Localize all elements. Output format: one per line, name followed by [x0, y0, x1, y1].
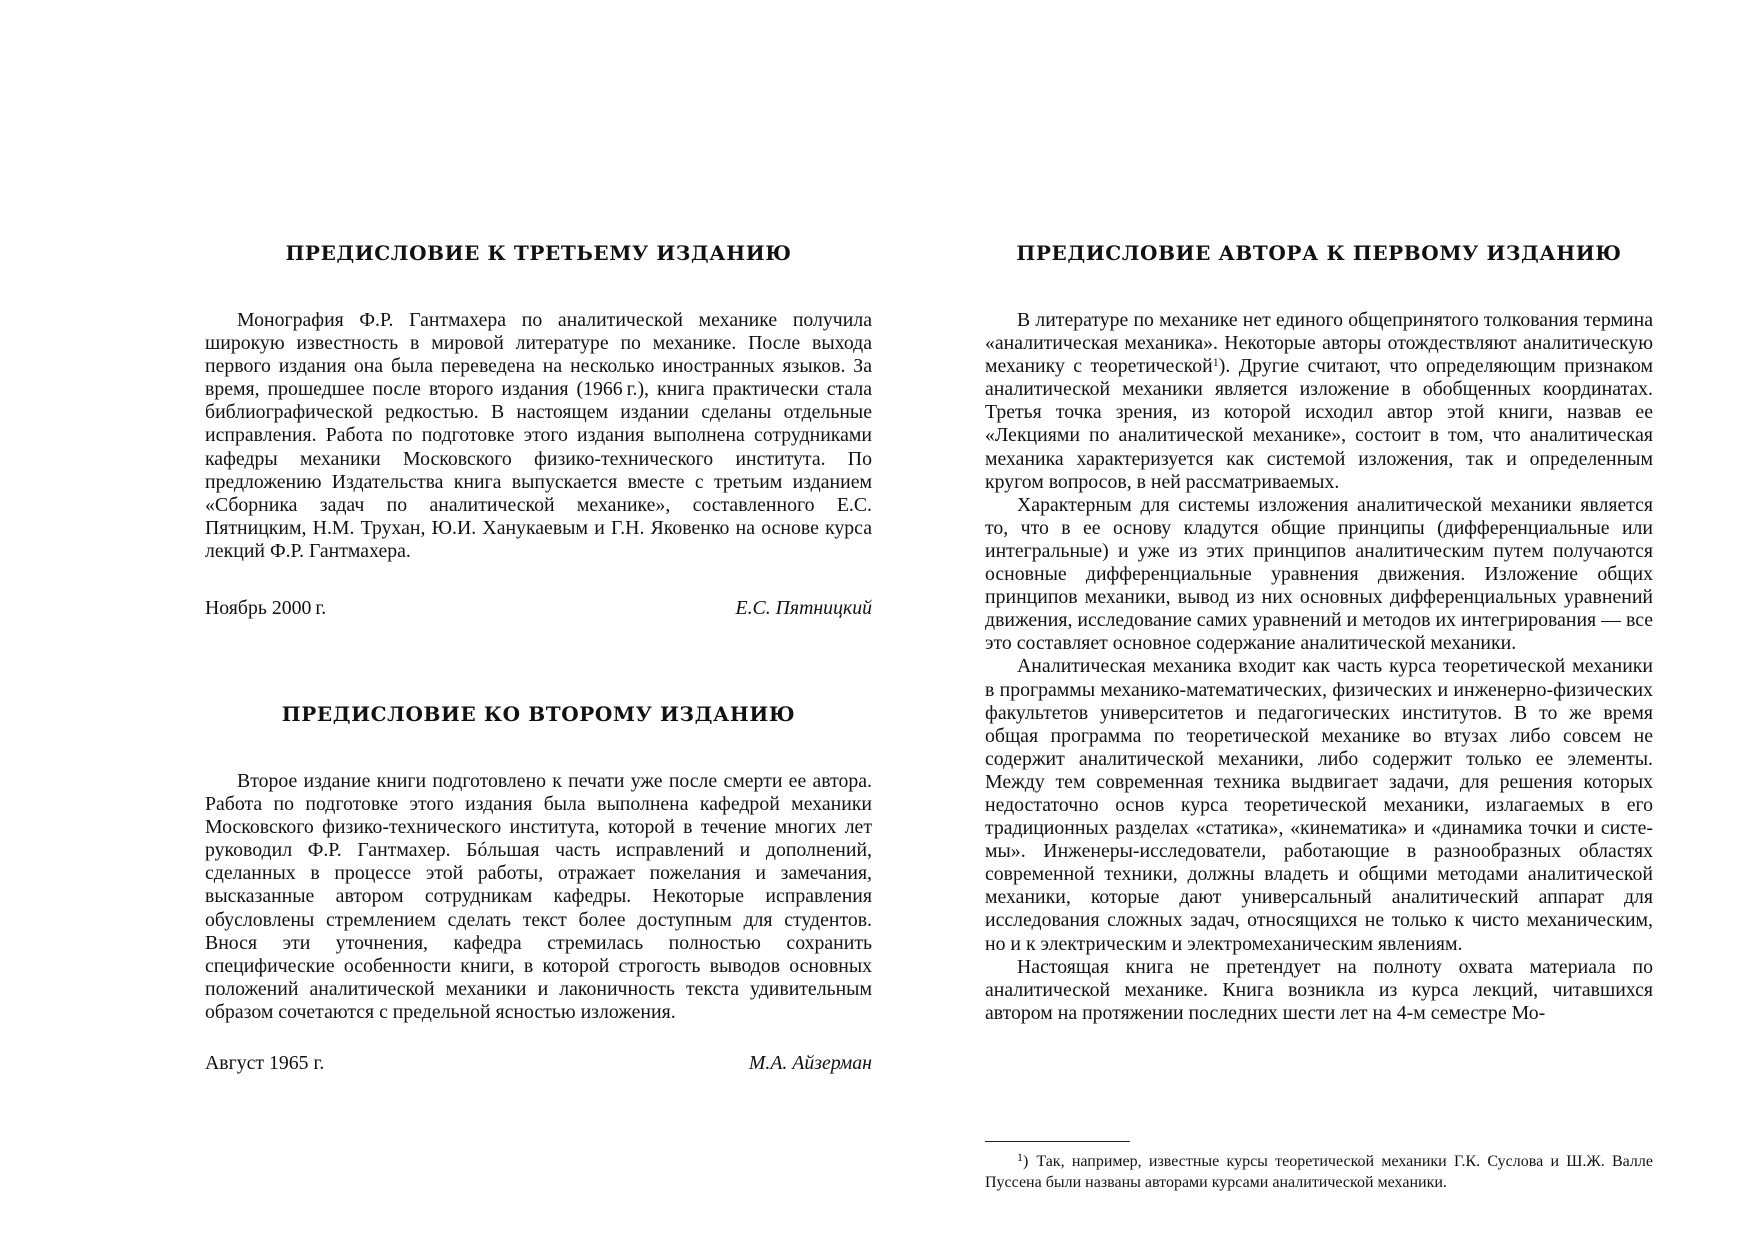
second-edition-paragraph: Второе издание книги подготовлено к печати уже после смерти ее автора. Работа по подготовке этого издания была выполнена кафедрой механики Московского физико-технического института, которой в течение многих лет руководил Ф.Р. Гантмахер. Бóльшая часть исправлений и дополнений, сделанных в процессе этой работы, отражает пожелания и замечания, высказанные автором сотрудникам кафедры. Некоторые исправления обусловлены стремлением сделать текст более доступным для студентов. Внося эти уточнения, кафедра стремилась полностью сохранить специфические особенности книги, в которой строгость выводов основных положений аналитической механики и лаконичность текста удивительным образом сочетаются с предельной ясностью изложения. — [205, 770, 872, 1023]
footnote — [985, 1147, 1653, 1193]
third-edition-text — [205, 309, 872, 563]
second-edition-heading: ПРЕДИСЛОВИЕ КО ВТОРОМУ ИЗДАНИЮ — [281, 702, 796, 726]
second-edition-author: М.А. Айзерман — [748, 1052, 872, 1074]
second-edition-text — [205, 770, 872, 1024]
second-edition-signature — [205, 1052, 872, 1075]
second-edition-date: Август 1965 г. — [205, 1052, 325, 1074]
third-edition-paragraph: Монография Ф.Р. Гантмахера по аналитической механике получила широкую известность в мировой литературе по механике. После выхода первого издания она была переведена на несколько иностранных языков. За время, прошедшее после второго издания (1966 г.), книга практически стала библиографической редкостью. В настоящем издании сделаны отдельные исправления. Работа по подготовке этого издания выполнена сотрудниками кафедры механики Московского физико-технического института. По предложению Издательства книга выпускается вместе с третьим изданием «Сборника задач по аналитической механике», составленного Е.С. Пятницким, Н.М. Трухан, Ю.И. Ханукаевым и Г.Н. Яковенко на основе курса лекций Ф.Р. Гантмахера. — [205, 309, 872, 562]
third-edition-date: Ноябрь 2000 г. — [205, 597, 327, 619]
p1-text-after: ). Другие считают, что определяющим признаком аналитической механики является изложение в обобщенных координатах. Третья точка зрения, из которой исходил автор этой книги, назвав ее «Лекциями по аналитической механике», состоит в том, что аналитическая механика характеризуется как системой изложения, так и определенным кругом вопросов, в ней рассматриваемых. — [985, 355, 1654, 493]
first-edition-heading: ПРЕДИСЛОВИЕ АВТОРА К ПЕРВОМУ ИЗДАНИЮ — [1016, 241, 1622, 265]
first-edition-paragraph-2: Характерным для системы изложения аналитической механики является то, что в ее основу кладутся общие принципы (дифференциальные или интегральные) и уже из этих принципов аналитическим путем получаются основные дифференциальные уравнения движения. Изложение общих принципов механики, вывод из них основных дифференциальных уравнений движения, исследование самих уравнений и методов их интегрирования — все это составляет основное содержание аналитической механики. — [985, 493, 1653, 655]
third-edition-heading: ПРЕДИСЛОВИЕ К ТРЕТЬЕМУ ИЗДАНИЮ — [285, 241, 792, 265]
first-edition-paragraph-1 — [985, 309, 1653, 494]
first-edition-paragraph-4: Настоящая книга не претендует на полноту охвата материала по аналитической механике. Книга возникла из курса лекций, читавшихся автором на протяжении последних шести лет на 4-м семестре Мо- — [985, 955, 1653, 1024]
first-edition-text — [985, 309, 1653, 1025]
footnote-mark: 1 — [1017, 1150, 1023, 1164]
footnote-rule — [985, 1141, 1130, 1142]
first-edition-paragraph-3: Аналитическая механика входит как часть курса теоретической механики в программы механико-математических, физических и инженерно-физических факультетов университетов и педагогических институтов. В то же время общая программа по теоретической механике во втузах либо совсем не содержит аналитической механики, либо содержит только ее элементы. Между тем современная техника выдвигает задачи, для решения которых недостаточно основ курса теоретической механики, излагаемых в его традиционных разделах «статика», «кинематика» и «динамика точки и системы». Инженеры-исследователи, работающие в разнообразных областях современной техники, должны владеть и общими методами аналитической механики, которые дают универсальный аналитический аппарат для исследования сложных задач, относящихся не только к чисто механическим, но и к электрическим и электромеханическим явлениям. — [985, 655, 1653, 955]
footnote-reference: 1 — [1212, 355, 1219, 370]
third-edition-signature — [205, 597, 872, 620]
third-edition-author: Е.С. Пятницкий — [735, 597, 872, 619]
p1-text-before: В литературе по механике нет единого общепринятого толкования термина «аналитическая механика». Некоторые авторы отождествляют аналитическую механику с теоретической — [985, 309, 1653, 378]
footnote-text: ) Так, например, известные курсы теоретической механики Г.К. Суслова и Ш.Ж. Валле Пуссена были названы авторами курсами аналитической механики. — [985, 1153, 1653, 1191]
